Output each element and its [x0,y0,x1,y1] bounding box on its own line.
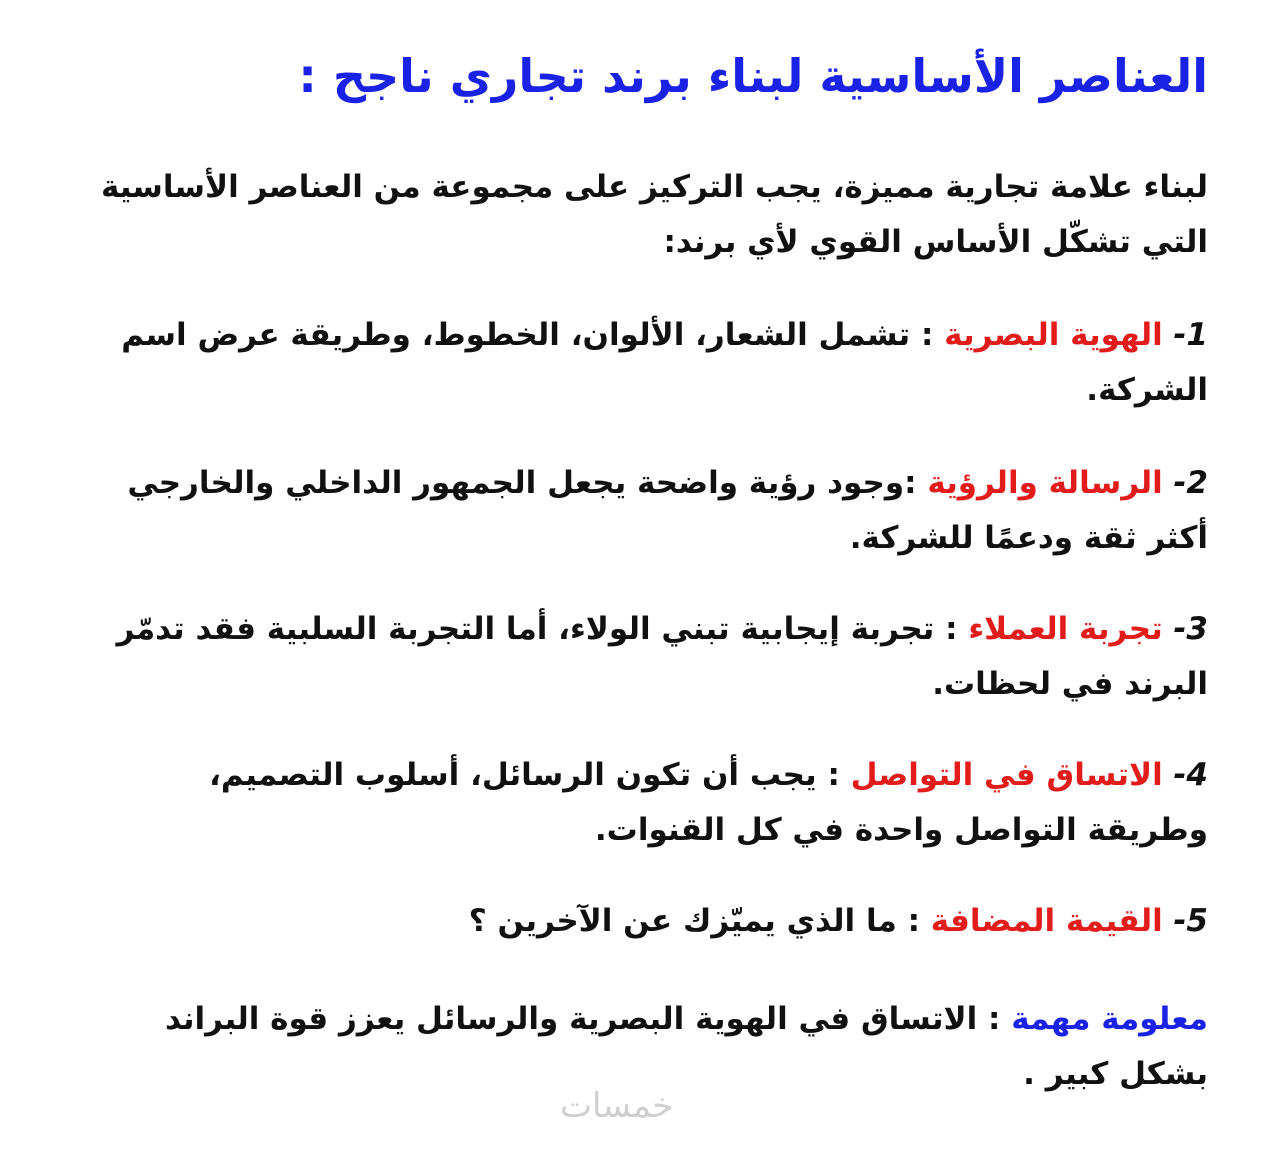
item-term: القيمة المضافة [930,903,1163,939]
item-number: 5- [1173,903,1208,939]
page-title: العناصر الأساسية لبناء برند تجاري ناجح : [298,49,1208,103]
item-separator: : [904,465,928,501]
note-text: الاتساق في الهوية البصرية والرسائل يعزز قوة البراند بشكل كبير . [165,1001,1208,1092]
item-term: تجربة العملاء [968,611,1163,647]
note-term: معلومة مهمة [1011,1001,1208,1037]
list-item [98,894,1208,949]
item-term: الاتساق في التواصل [850,757,1163,793]
list-item [98,456,1208,566]
item-number: 2- [1173,465,1208,501]
list-item [98,602,1208,712]
list-item [98,308,1208,418]
item-text: تجربة إيجابية تبني الولاء، أما التجربة السلبية فقد تدمّر البرند في لحظات. [116,611,1208,702]
item-separator: : [896,903,931,939]
item-separator: : [816,757,851,793]
list-item [98,748,1208,858]
item-text: وجود رؤية واضحة يجعل الجمهور الداخلي والخارجي أكثر ثقة ودعمًا للشركة. [127,465,1208,556]
item-separator: : [910,317,945,353]
item-number: 3- [1173,611,1208,647]
intro-paragraph: لبناء علامة تجارية مميزة، يجب التركيز على مجموعة من العناصر الأساسية التي تشكّل الأساس القوي لأي برند: [100,169,1208,260]
item-term: الهوية البصرية [944,317,1163,353]
item-text: ما الذي يميّزك عن الآخرين ؟ [468,903,897,939]
item-number: 1- [1173,317,1208,353]
item-number: 4- [1173,757,1208,793]
watermark: خمسات [560,1086,674,1126]
item-separator: : [934,611,969,647]
item-term: الرسالة والرؤية [927,465,1163,501]
item-text: يجب أن تكون الرسائل، أسلوب التصميم، وطريقة التواصل واحدة في كل القنوات. [209,757,1208,848]
item-text: تشمل الشعار، الألوان، الخطوط، وطريقة عرض اسم الشركة. [121,317,1208,408]
note-separator: : [977,1001,1012,1037]
